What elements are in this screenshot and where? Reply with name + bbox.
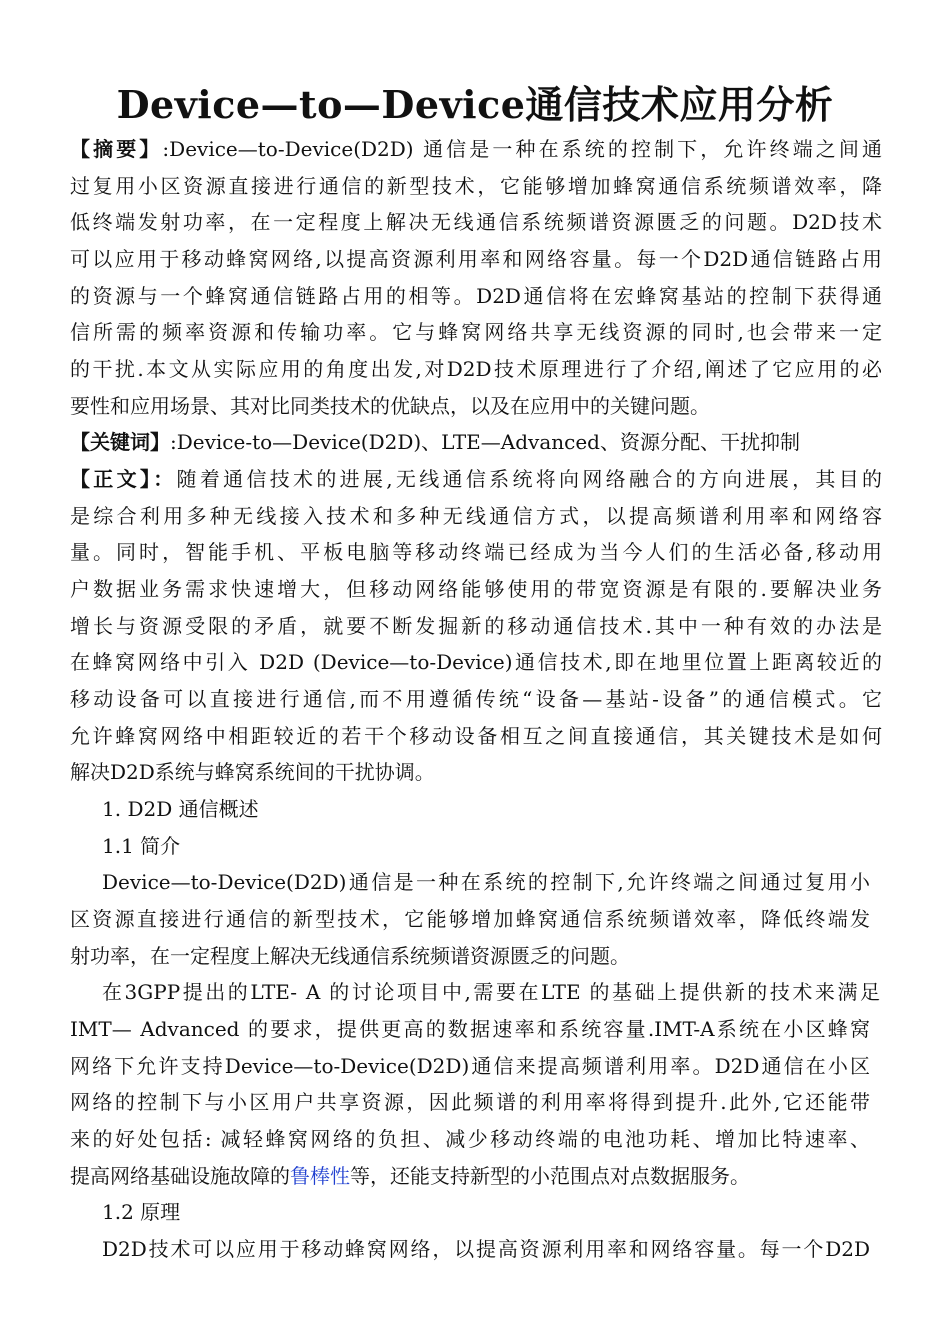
body-line: 是综合利用多种无线接入技术和多种无线通信方式，以提高频谱利用率和网络容 <box>70 504 882 528</box>
body-line: 解决D2D系统与蜂窝系统间的干扰协调。 <box>70 760 435 784</box>
paragraph-line: D2D技术可以应用于移动蜂窝网络，以提高资源利用率和网络容量。每一个D2D <box>102 1237 870 1261</box>
paragraph-line: Device—to-Device(D2D)通信是一种在系统的控制下,允许终端之间通过复用小 <box>102 870 870 894</box>
paragraph-line: 网络的控制下与小区用户共享资源，因此频谱的利用率将得到提升.此外,它还能带 <box>70 1090 870 1114</box>
abstract-label: 【摘要】 <box>70 137 163 161</box>
body-line: 增长与资源受限的矛盾，就要不断发掘新的移动通信技术.其中一种有效的办法是 <box>70 614 882 638</box>
abstract-line: 要性和应用场景、其对比同类技术的优缺点，以及在应用中的关键问题。 <box>70 394 710 418</box>
paragraph-line: 在3GPP提出的LTE- A 的讨论项目中,需要在LTE 的基础上提供新的技术来满足 <box>102 980 880 1004</box>
body-label: 【正文】： <box>70 467 177 491</box>
body-line: 户数据业务需求快速增大，但移动网络能够使用的带宽资源是有限的.要解决业务 <box>70 577 882 601</box>
body-line: 【正文】：随着通信技术的进展,无线通信系统将向网络融合的方向进展，其目的 <box>70 467 883 491</box>
subsection-heading: 1.1 简介 <box>102 834 181 858</box>
body-line: 量。同时，智能手机、平板电脑等移动终端已经成为当今人们的生活必备,移动用 <box>70 540 882 564</box>
abstract-line: 低终端发射功率，在一定程度上解决无线通信系统频谱资源匮乏的问题。D2D技术 <box>70 210 882 234</box>
keywords-line <box>70 428 800 456</box>
keywords-text: :Device-to—Device(D2D)、LTE—Advanced、资源分配、干扰抑制 <box>170 430 800 454</box>
section-heading: 1. D2D 通信概述 <box>102 797 259 821</box>
paragraph-line: 区资源直接进行通信的新型技术，它能够增加蜂窝通信系统频谱效率，降低终端发 <box>70 907 870 931</box>
abstract-line: 信所需的频率资源和传输功率。它与蜂窝网络共享无线资源的同时,也会带来一定 <box>70 320 882 344</box>
paragraph-line: 来的好处包括: 减轻蜂窝网络的负担、减少移动终端的电池功耗、增加比特速率、 <box>70 1127 870 1151</box>
page-title: Device—to—Device通信技术应用分析 <box>116 82 834 127</box>
body-line: 移动设备可以直接进行通信,而不用遵循传统“设备—基站-设备”的通信模式。它 <box>70 687 882 711</box>
paragraph-line: 提高网络基础设施故障的鲁棒性等，还能支持新型的小范围点对点数据服务。 <box>70 1164 750 1188</box>
subsection-heading: 1.2 原理 <box>102 1200 181 1224</box>
robustness-link[interactable]: 鲁棒性 <box>290 1164 350 1188</box>
abstract-line: 的干扰.本文从实际应用的角度出发,对D2D技术原理进行了介绍,阐述了它应用的必 <box>70 357 882 381</box>
abstract-line: 的资源与一个蜂窝通信链路占用的相等。D2D通信将在宏蜂窝基站的控制下获得通 <box>70 284 882 308</box>
abstract-line: 【摘要】:Device—to-Device(D2D) 通信是一种在系统的控制下，允许终端之间通 <box>70 137 883 161</box>
paragraph-line: IMT— Advanced 的要求，提供更高的数据速率和系统容量.IMT-A系统在小区蜂窝 <box>70 1017 870 1041</box>
body-line: 允许蜂窝网络中相距较近的若干个移动设备相互之间直接通信，其关键技术是如何 <box>70 724 882 748</box>
paragraph-line: 射功率，在一定程度上解决无线通信系统频谱资源匮乏的问题。 <box>70 944 630 968</box>
paragraph-line: 网络下允许支持Device—to-Device(D2D)通信来提高频谱利用率。D2D通信在小区 <box>70 1054 870 1078</box>
body-line: 在蜂窝网络中引入 D2D (Device—to-Device)通信技术,即在地里位置上距离较近的 <box>70 650 882 674</box>
keywords-label: 【关键词】 <box>70 430 170 454</box>
abstract-line: 过复用小区资源直接进行通信的新型技术，它能够增加蜂窝通信系统频谱效率，降 <box>70 174 882 198</box>
abstract-line: 可以应用于移动蜂窝网络,以提高资源利用率和网络容量。每一个D2D通信链路占用 <box>70 247 882 271</box>
